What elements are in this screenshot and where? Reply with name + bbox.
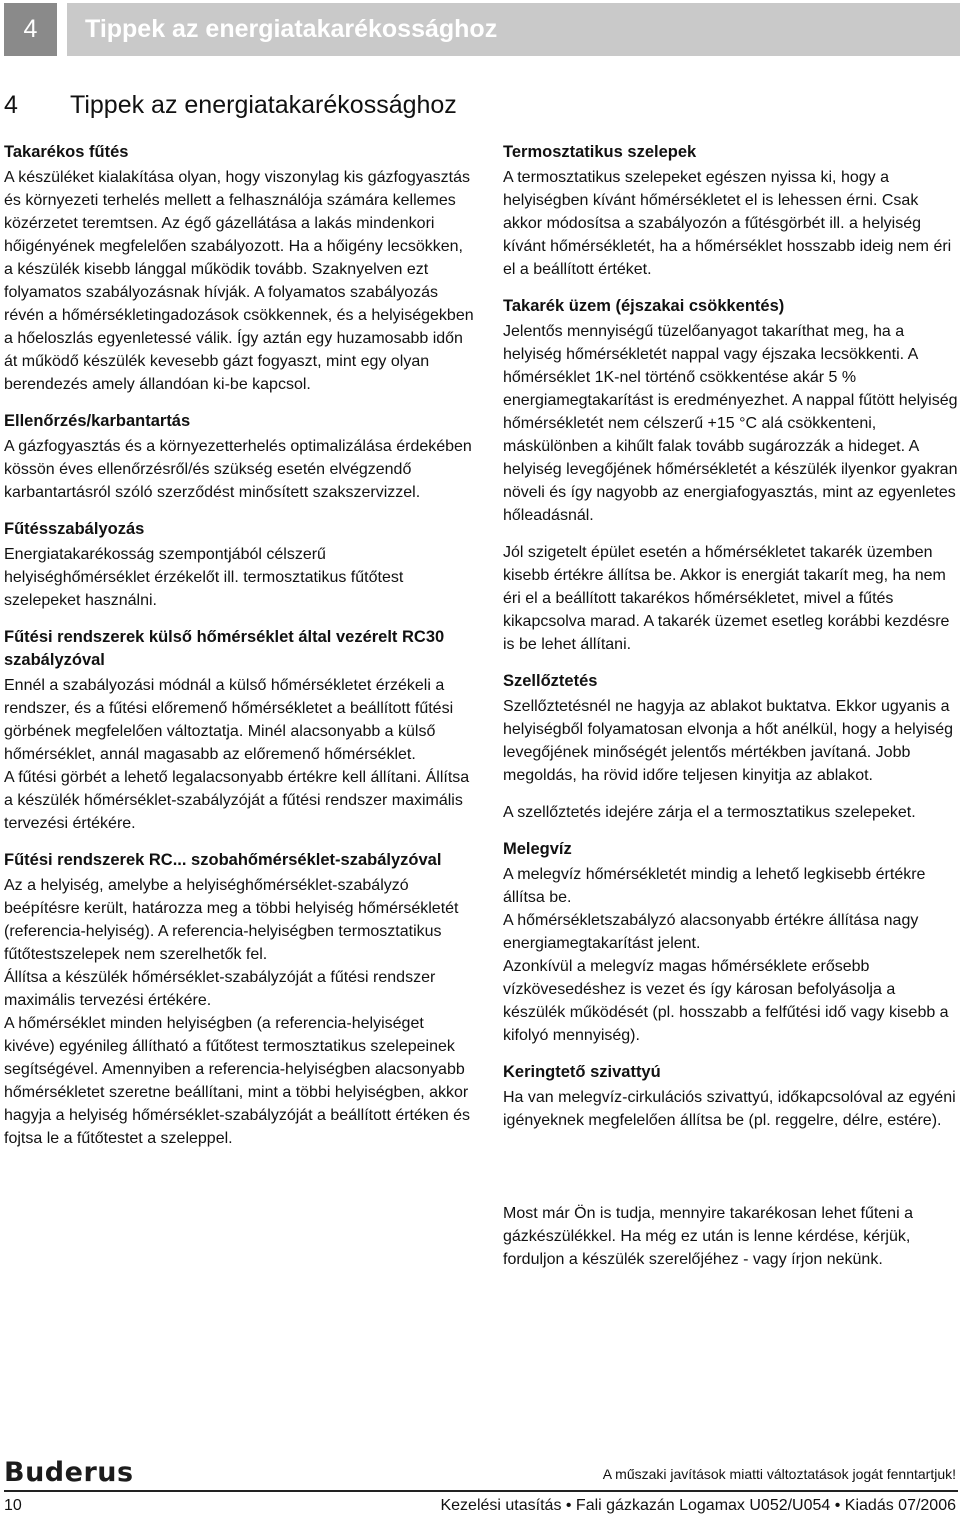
section-paragraph: A termosztatikus szelepeket egészen nyissa ki, hogy a helyiségben kívánt hőmérsékletet el is lehessen érni. Csak akkor módosítsa a szabályozón a fűtésgörbét ill. a helyiség kívánt hőmérsékletét, ha a hőmérséklet hosszabb ideig nem éri el a beállított értéket. [503, 169, 952, 278]
section-paragraph: A hőmérsékletszabályzó alacsonyabb értékre állítása nagy energiamegtakarítást jelent. [503, 912, 919, 952]
section-paragraph: A fűtési görbét a lehető legalacsonyabb értékre kell állítani. Állítsa a készülék hőmérséklet-szabályzóját a fűtési rendszer maximális tervezési értékére. [4, 769, 470, 832]
section-paragraph: A szellőztetés idejére zárja el a termosztatikus szelepeket. [503, 804, 916, 821]
section-heading: Fűtési rendszerek külső hőmérséklet által vezérelt RC30 szabályzóval [4, 628, 445, 669]
section-heading: Ellenőrzés/karbantartás [4, 412, 191, 430]
section-paragraph: Jól szigetelt épület esetén a hőmérsékletet takarék üzemben kisebb értékre állítsa be. Akkor is energiát takarít meg, ha nem éri el a beállított takarékos hőmérsékletet, mivel a fűtés kikapcsolva marad. A takarék üzemet esetleg korábbi kezdésre is be lehet állítani. [503, 544, 950, 653]
section-rc-room [4, 849, 474, 1150]
section-paragraph: Azonkívül a melegvíz magas hőmérséklete erősebb vízkövesedéshez is vezet és így károsan befolyásolja a készülék működését (pl. hosszabb a felfűtési idő vagy kisebb a kifolyó mennyiség). [503, 958, 949, 1044]
left-column [4, 141, 474, 1164]
footer-document-info: Kezelési utasítás • Fali gázkazán Logamax U052/U054 • Kiadás 07/2006 [440, 1497, 956, 1514]
section-heading: Keringtető szivattyú [503, 1063, 661, 1081]
section-heading: Takarékos fűtés [4, 143, 129, 161]
footer-divider [4, 1490, 958, 1492]
section-paragraph: Ennél a szabályozási módnál a külső hőmérsékletet érzékeli a rendszer, és a fűtési előremenő hőmérsékletet a beállított fűtési görbének megfelelően változtatja. Minél alacsonyabb a külső hőmérséklet, annál magasabb az előremenő hőmérséklet. [4, 677, 454, 763]
section-heading: Takarék üzem (éjszakai csökkentés) [503, 297, 785, 315]
section-paragraph: A hőmérséklet minden helyiségben (a referencia-helyiséget kivéve) egyénileg állítható a fűtőtest termosztatikus szelepeinek segítségével. Amennyiben a referencia-helyiségben alacsonyabb hőmérsékletet szeretne beállítani, mint a többi helyiségben, akkor hagyja a helyiség hőmérséklet-szabályzóját a beállított értéken és fojtsa le a fűtőtestet a szeleppel. [4, 1015, 471, 1147]
chapter-title-bar: Tippek az energiatakarékossághoz [67, 3, 960, 56]
section-heading: Szellőztetés [503, 672, 598, 690]
brand-logo: Buderus [4, 1457, 134, 1488]
section-takarekos-futes [4, 141, 474, 396]
section-paragraph: A melegvíz hőmérsékletét mindig a lehető legkisebb értékre állítsa be. [503, 866, 926, 906]
section-ellenorzes [4, 410, 474, 504]
section-takarek-uzem [503, 295, 958, 656]
page-title-text: Tippek az energiatakarékossághoz [70, 91, 457, 119]
section-heading: Fűtési rendszerek RC... szobahőmérséklet-szabályzóval [4, 851, 442, 869]
page-title-number: 4 [4, 91, 18, 119]
section-szelloztetes [503, 670, 958, 824]
section-paragraph: A gázfogyasztás és a környezetterhelés optimalizálása érdekében kössön éves ellenőrzésről/és szükség esetén elvégzendő karbantartásról szóló szerződést minősített szakszervizzel. [4, 438, 472, 501]
section-melegviz [503, 838, 958, 1047]
rights-notice: A műszaki javítások miatti változtatások jogát fenntartjuk! [602, 1466, 956, 1482]
section-rc30 [4, 626, 474, 835]
section-heading: Melegvíz [503, 840, 572, 858]
section-paragraph: Energiatakarékosság szempontjából célszerű helyiséghőmérséklet érzékelőt ill. termosztatikus fűtőtest szelepeket használni. [4, 546, 404, 609]
section-paragraph: Jelentős mennyiségű tüzelőanyagot takaríthat meg, ha a helyiség hőmérsékletét nappal vagy éjszaka lecsökkenti. A hőmérséklet 1K-nel történő csökkentése akár 5 % energiamegtakarítást is eredményezhet. A nappal fűtött helyiség hőmérsékletét nem célszerű +15 °C alá csökkenteni, máskülönben a kihűlt falak tovább sugározzák a hideget. A helyiség levegőjének hőmérsékletét a készülék ilyenkor gyakran növeli és így nagyobb az energiafogyasztás, mint az egyenletes hőleadásnál. [503, 323, 958, 524]
section-heading: Termosztatikus szelepek [503, 143, 697, 161]
page-title [4, 91, 457, 120]
section-paragraph: Állítsa a készülék hőmérséklet-szabályzóját a fűtési rendszer maximális tervezési értékére. [4, 969, 436, 1009]
section-paragraph: A készüléket kialakítása olyan, hogy viszonylag kis gázfogyasztás és környezeti terhelés mellett a felhasználója számára kellemes közérzetet teremtsen. Az égő gázellátása a lakás mindenkori hőigényének megfelelően szabályozott. Ha a hőigény lecsökken, a készülék kisebb lánggal működik tovább. Szaknyelven ezt folyamatos szabályozásnak hívják. A folyamatos szabályozás révén a hőmérsékletingadozások csökkennek, és a helyiségekben a hőeloszlás egyenletessé válik. Így aztán egy huzamosabb időn át működő készülék kevesebb gázt fogyaszt, mint egy olyan berendezés amely állandóan ki-be kapcsol. [4, 169, 474, 393]
right-column [503, 141, 958, 1271]
section-paragraph: Ha van melegvíz-cirkulációs szivattyú, időkapcsolóval az egyéni igényeknek megfelelően állítsa be (pl. reggelre, délre, estére). [503, 1089, 956, 1129]
section-paragraph: Szellőztetésnél ne hagyja az ablakot buktatva. Ekkor ugyanis a helyiségből folyamatosan elvonja a hőt anélkül, hogy a helyiség levegőjének minőségét jelentős mértékben javítaná. Jobb megoldás, ha rövid időre teljesen kinyitja az ablakot. [503, 698, 954, 784]
section-heading: Fűtésszabályozás [4, 520, 145, 538]
section-paragraph: Az a helyiség, amelybe a helyiséghőmérséklet-szabályzó beépítésre került, határozza meg a többi helyiség hőmérsékletét (referencia-helyiség). A referencia-helyiségben termosztatikus fűtőtestszelepek nem szerelhetők fel. [4, 877, 459, 963]
section-futesszabalyozas [4, 518, 474, 612]
section-keringteto [503, 1061, 958, 1132]
chapter-number-box: 4 [4, 3, 57, 56]
section-termosztatikus-szelepek [503, 141, 958, 281]
page-number: 10 [4, 1497, 22, 1514]
closing-paragraph: Most már Ön is tudja, mennyire takarékosan lehet fűteni a gázkészülékkel. Ha még ez után is lenne kérdése, kérjük, forduljon a készülék szerelőjéhez - vagy írjon nekünk. [503, 1205, 913, 1268]
